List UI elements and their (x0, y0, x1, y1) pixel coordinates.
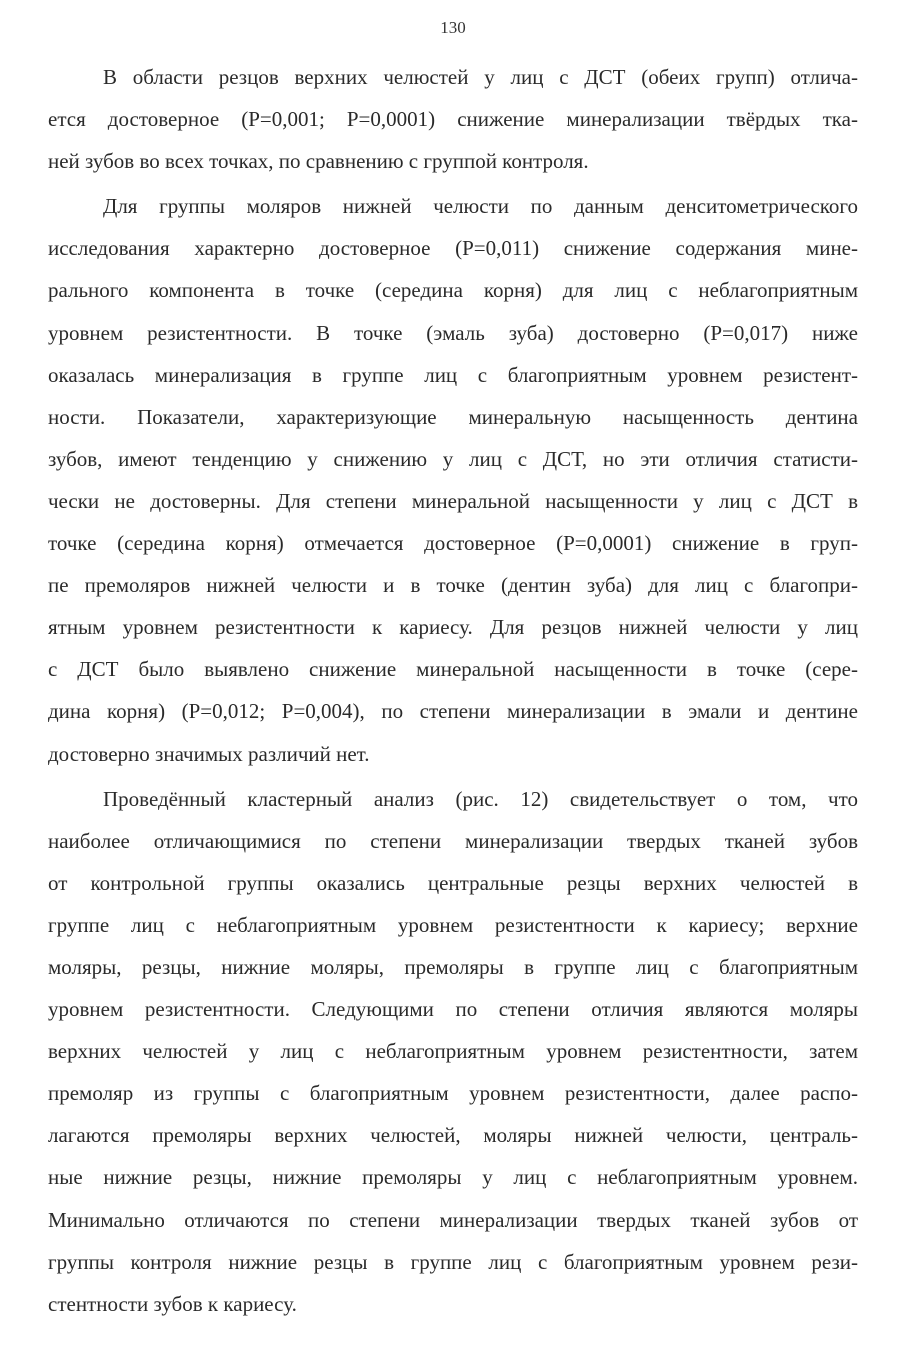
text-line: ные нижние резцы, нижние премоляры у лиц с неблагоприятным уровнем. (48, 1165, 858, 1190)
body-text (48, 56, 858, 1325)
text-line: Для группы моляров нижней челюсти по данным денситометрического (103, 194, 858, 219)
text-line: пе премоляров нижней челюсти и в точке (дентин зуба) для лиц с благопри- (48, 573, 858, 598)
text-line: лагаются премоляры верхних челюстей, моляры нижней челюсти, централь- (48, 1123, 858, 1148)
text-line: оказалась минерализация в группе лиц с благоприятным уровнем резистент- (48, 362, 858, 387)
text-line: стентности зубов к кариесу. (48, 1291, 297, 1316)
text-line: от контрольной группы оказались центральные резцы верхних челюстей в (48, 870, 858, 895)
text-line: рального компонента в точке (середина корня) для лиц с неблагоприятным (48, 278, 858, 303)
text-line: ятным уровнем резистентности к кариесу. Для резцов нижней челюсти у лиц (48, 615, 858, 640)
text-line: исследования характерно достоверное (Р=0,011) снижение содержания мине- (48, 236, 858, 261)
text-line: точке (середина корня) отмечается достоверное (Р=0,0001) снижение в груп- (48, 531, 858, 556)
text-line: уровнем резистентности. В точке (эмаль зуба) достоверно (Р=0,017) ниже (48, 320, 858, 345)
text-line: Проведённый кластерный анализ (рис. 12) свидетельствует о том, что (103, 786, 858, 811)
text-line: зубов, имеют тенденцию у снижению у лиц с ДСТ, но эти отличия статисти- (48, 446, 858, 471)
text-line: моляры, резцы, нижние моляры, премоляры в группе лиц с благоприятным (48, 954, 858, 979)
text-line: дина корня) (Р=0,012; Р=0,004), по степени минерализации в эмали и дентине (48, 699, 858, 724)
paragraph-3 (48, 778, 858, 1325)
page-number: 130 (440, 18, 466, 37)
paragraph-2 (48, 185, 858, 774)
text-line: верхних челюстей у лиц с неблагоприятным уровнем резистентности, затем (48, 1039, 858, 1064)
text-line: ней зубов во всех точках, по сравнению с группой контроля. (48, 149, 589, 174)
paragraph-1 (48, 56, 858, 182)
text-line: Минимально отличаются по степени минерализации твердых тканей зубов от (48, 1207, 858, 1232)
text-line: с ДСТ было выявлено снижение минеральной насыщенности в точке (сере- (48, 657, 858, 682)
text-line: ется достоверное (Р=0,001; Р=0,0001) снижение минерализации твёрдых тка- (48, 107, 858, 132)
text-line: группы контроля нижние резцы в группе лиц с благоприятным уровнем рези- (48, 1249, 858, 1274)
text-line: ности. Показатели, характеризующие минеральную насыщенность дентина (48, 404, 858, 429)
text-line: В области резцов верхних челюстей у лиц с ДСТ (обеих групп) отлича- (103, 65, 858, 89)
text-line: премоляр из группы с благоприятным уровнем резистентности, далее распо- (48, 1081, 858, 1106)
text-line: чески не достоверны. Для степени минеральной насыщенности у лиц с ДСТ в (48, 488, 858, 513)
text-line: достоверно значимых различий нет. (48, 741, 370, 766)
text-line: группе лиц с неблагоприятным уровнем резистентности к кариесу; верхние (48, 912, 858, 937)
text-line: наиболее отличающимися по степени минерализации твердых тканей зубов (48, 828, 858, 853)
text-line: уровнем резистентности. Следующими по степени отличия являются моляры (48, 997, 858, 1022)
